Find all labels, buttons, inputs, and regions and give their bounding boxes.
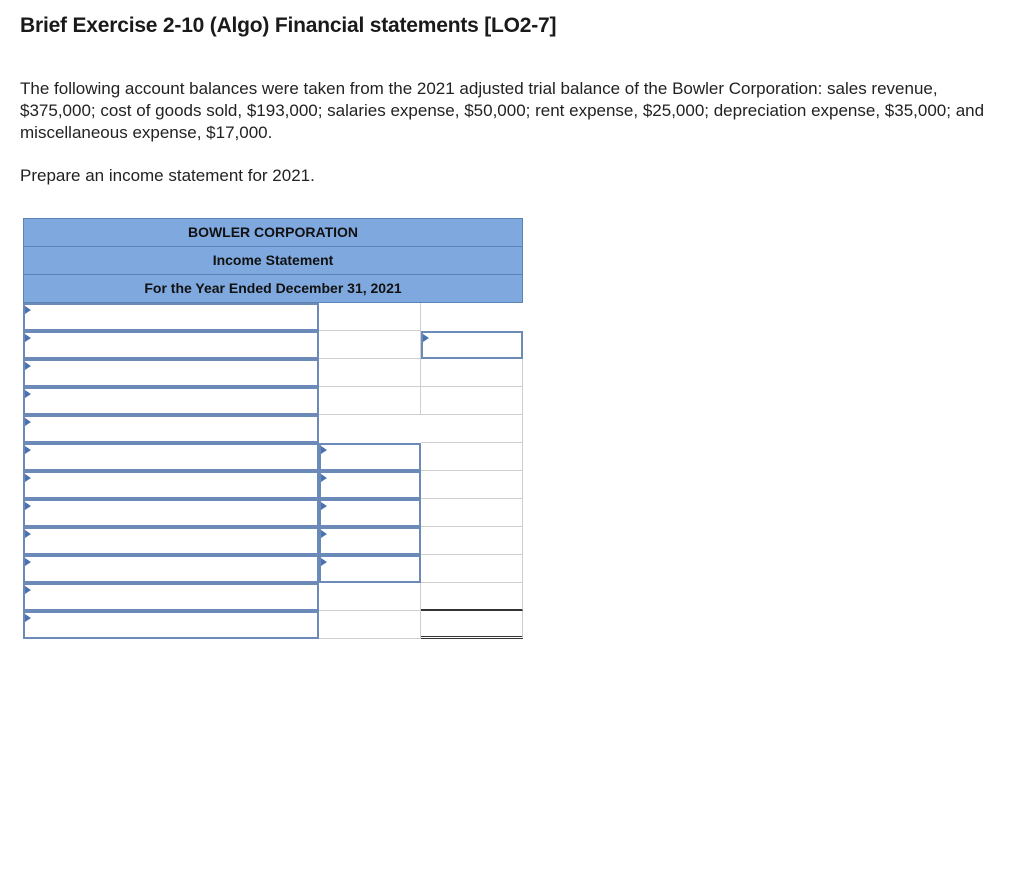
dropdown-arrow-icon	[25, 614, 31, 622]
label-dropdown[interactable]	[23, 387, 319, 415]
table-row	[23, 443, 523, 471]
table-row	[23, 583, 523, 611]
table-row	[23, 471, 523, 499]
page-title: Brief Exercise 2-10 (Algo) Financial statements [LO2-7]	[20, 14, 557, 37]
label-dropdown[interactable]	[23, 555, 319, 583]
dropdown-arrow-icon	[25, 334, 31, 342]
dropdown-arrow-icon	[25, 306, 31, 314]
amount-cell	[319, 583, 421, 611]
amount-cell	[421, 499, 523, 527]
table-row	[23, 303, 523, 331]
amount-cell	[421, 471, 523, 499]
label-dropdown[interactable]	[23, 471, 319, 499]
statement-period-header: For the Year Ended December 31, 2021	[23, 274, 523, 303]
label-dropdown[interactable]	[23, 527, 319, 555]
dropdown-arrow-icon	[25, 558, 31, 566]
dropdown-arrow-icon	[25, 446, 31, 454]
dropdown-arrow-icon	[25, 530, 31, 538]
table-row	[23, 527, 523, 555]
label-dropdown[interactable]	[23, 583, 319, 611]
table-row	[23, 415, 523, 443]
amount-cell	[421, 443, 523, 471]
amount-cell	[319, 387, 421, 415]
label-dropdown[interactable]	[23, 443, 319, 471]
dropdown-arrow-icon	[25, 362, 31, 370]
amount-cell	[421, 359, 523, 387]
label-dropdown[interactable]	[23, 499, 319, 527]
amount-cell	[421, 387, 523, 415]
label-dropdown[interactable]	[23, 415, 319, 443]
table-row	[23, 359, 523, 387]
amount-cell	[421, 583, 523, 611]
table-row	[23, 499, 523, 527]
problem-text: The following account balances were taken from the 2021 adjusted trial balance of the Bowler Corporation: sales revenue, $375,000; cost of goods sold, $193,000; salaries expense, $50,000; rent expense, $25,000; depreciation expense, $35,000; and miscellaneous expense, $17,000.	[20, 79, 985, 142]
amount-cell	[319, 611, 421, 639]
dropdown-arrow-icon	[25, 502, 31, 510]
amount-cell	[319, 359, 421, 387]
amount-cell	[421, 555, 523, 583]
dropdown-arrow-icon	[25, 586, 31, 594]
company-name-header: BOWLER CORPORATION	[23, 218, 523, 246]
label-dropdown[interactable]	[23, 303, 319, 331]
income-statement-table	[23, 218, 523, 639]
amount-cell	[319, 331, 421, 359]
dropdown-arrow-icon	[25, 418, 31, 426]
label-dropdown[interactable]	[23, 359, 319, 387]
label-dropdown[interactable]	[23, 611, 319, 639]
statement-name-header: Income Statement	[23, 246, 523, 274]
amount-cell	[319, 303, 421, 331]
table-row	[23, 555, 523, 583]
table-row	[23, 611, 523, 639]
dropdown-arrow-icon	[25, 474, 31, 482]
amount-cell	[421, 415, 523, 443]
amount-cell	[421, 527, 523, 555]
dropdown-arrow-icon	[25, 390, 31, 398]
table-row	[23, 387, 523, 415]
label-dropdown[interactable]	[23, 331, 319, 359]
instruction-text: Prepare an income statement for 2021.	[20, 166, 315, 185]
net-income-cell	[421, 611, 523, 639]
table-row	[23, 331, 523, 359]
